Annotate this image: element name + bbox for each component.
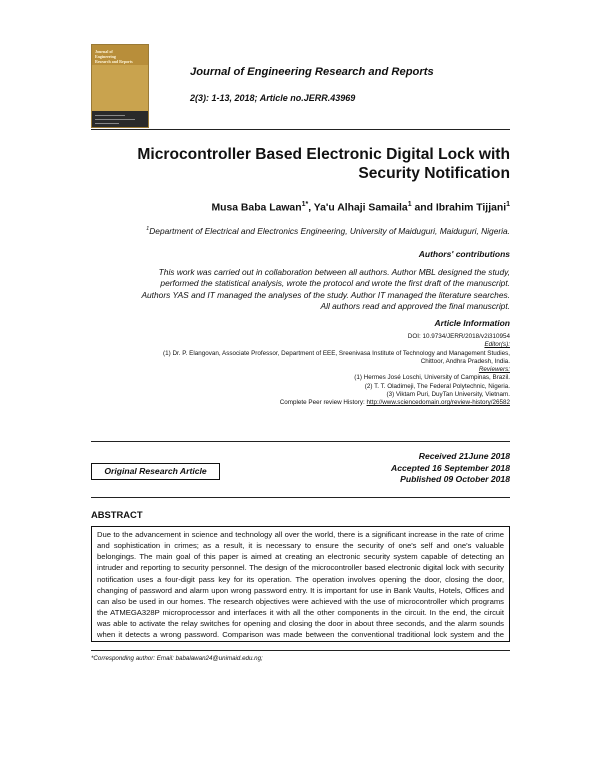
accepted-date: Accepted 16 September 2018 bbox=[391, 462, 510, 473]
affiliation bbox=[91, 226, 510, 236]
volume-info: 2(3): 1-13, 2018; Article no.JERR.43969 bbox=[190, 93, 356, 103]
paper-title-line1: Microcontroller Based Electronic Digital Lock with bbox=[137, 146, 510, 163]
author-affiliation-mark: 1 bbox=[407, 201, 412, 208]
author-name: and Ibrahim Tijjani bbox=[411, 202, 507, 214]
contributions-heading: Authors' contributions bbox=[418, 249, 510, 259]
peer-review-label: Complete Peer review History: bbox=[279, 399, 367, 407]
contributions-line: This work was carried out in collaboration between all authors. Author MBL designed the study, bbox=[158, 267, 510, 277]
journal-name: Journal of Engineering Research and Reports bbox=[190, 66, 434, 78]
abstract-heading: ABSTRACT bbox=[91, 509, 143, 520]
author-affiliation-mark: 1* bbox=[301, 201, 309, 208]
paper-title bbox=[91, 145, 510, 183]
affiliation-mark: 1 bbox=[146, 226, 150, 233]
article-info-block bbox=[91, 333, 510, 408]
affiliation-text: Department of Electrical and Electronics Engineering, University of Maiduguri, Maiduguri, Nigeria. bbox=[149, 226, 510, 236]
header-rule bbox=[91, 129, 510, 130]
peer-review-link[interactable]: http://www.sciencedomain.org/review-history/26582 bbox=[366, 399, 510, 407]
cover-dark-band bbox=[92, 111, 148, 128]
author-name: , Ya'u Alhaji Samaila bbox=[308, 202, 408, 214]
peer-review-history bbox=[91, 399, 510, 407]
editors-label: Editor(s): bbox=[484, 341, 510, 349]
contributions-line: Authors YAS and IT managed the analyses of the study. Author IT managed the literature searches. bbox=[141, 289, 510, 300]
cover-title-line: Engineering bbox=[95, 54, 116, 59]
contributions-text bbox=[91, 267, 510, 313]
article-info-heading: Article Information bbox=[434, 318, 510, 328]
dates-rule bbox=[91, 497, 510, 498]
paper-title-line2: Security Notification bbox=[358, 165, 510, 182]
received-date: Received 21June 2018 bbox=[418, 451, 510, 461]
reviewer-entry: (2) T. T. Oladimeji, The Federal Polytechnic, Nigeria. bbox=[364, 382, 510, 390]
doi: DOI: 10.9734/JERR/2018/v2i310954 bbox=[407, 333, 510, 340]
cover-title bbox=[95, 49, 147, 64]
corresponding-author-footnote: *Corresponding author: Email: babalawan24@unimaid.edu.ng; bbox=[91, 655, 263, 662]
published-date: Published 09 October 2018 bbox=[400, 474, 510, 484]
author-affiliation-mark: 1 bbox=[506, 201, 510, 208]
abstract-text: Due to the advancement in science and technology all over the world, there is a significant increase in the rate of crime and sophistication in crimes; as a result, it is necessary to ensure the security of one's self and one's valuable belongings. The main goal of this paper is aimed at creating an electronic security system capable of detecting an intruder and reporting to security personnel. The design of the microcontroller based electronic digital lock with security notification uses a four-digit pass key for its operation. The operation involves opening the door, closing the door, changing of password and alarm upon wrong password entry. It is important for use in Bank Vaults, Hotels, Offices and can also be used in our homes. The research objectives were achieved with the use of microcontroller which programs the ATMEGA328P microprocessor and interfaces it with all the other components in the circuit. In the end, the circuit was able to activate the relay switches for opening and closing the door in about three seconds, and the alarm sounds when it detects a wrong password. Comparison was made between the conventional traditional lock system and the bbox=[91, 526, 510, 642]
editor-entry: (1) Dr. P. Elangovan, Associate Professor, Department of EEE, Sreenivasa Institute of Technology and Management Studies, bbox=[163, 349, 510, 357]
contributions-line: All authors read and approved the final manuscript. bbox=[320, 301, 510, 312]
publication-dates bbox=[300, 451, 510, 486]
journal-cover-image bbox=[91, 44, 149, 128]
reviewers-label: Reviewers: bbox=[478, 366, 510, 374]
cover-title-line: Journal of bbox=[95, 49, 113, 54]
cover-title-line: Research and Reports bbox=[95, 59, 133, 64]
reviewer-entry: (1) Hermes José Loschi, University of Campinas, Brazil. bbox=[354, 374, 510, 382]
author-name: Musa Baba Lawan bbox=[211, 202, 302, 214]
author-list bbox=[91, 201, 510, 213]
footnote-rule bbox=[91, 650, 510, 651]
article-type-box: Original Research Article bbox=[91, 463, 220, 480]
contributions-line: performed the statistical analysis, wrote the protocol and wrote the first draft of the manuscript. bbox=[160, 278, 510, 289]
editor-entry-cont: Chittoor, Andhra Pradesh, India. bbox=[420, 357, 510, 365]
reviewer-entry: (3) Viktam Puri, DuyTan University, Vietnam. bbox=[386, 391, 510, 399]
info-rule bbox=[91, 441, 510, 442]
